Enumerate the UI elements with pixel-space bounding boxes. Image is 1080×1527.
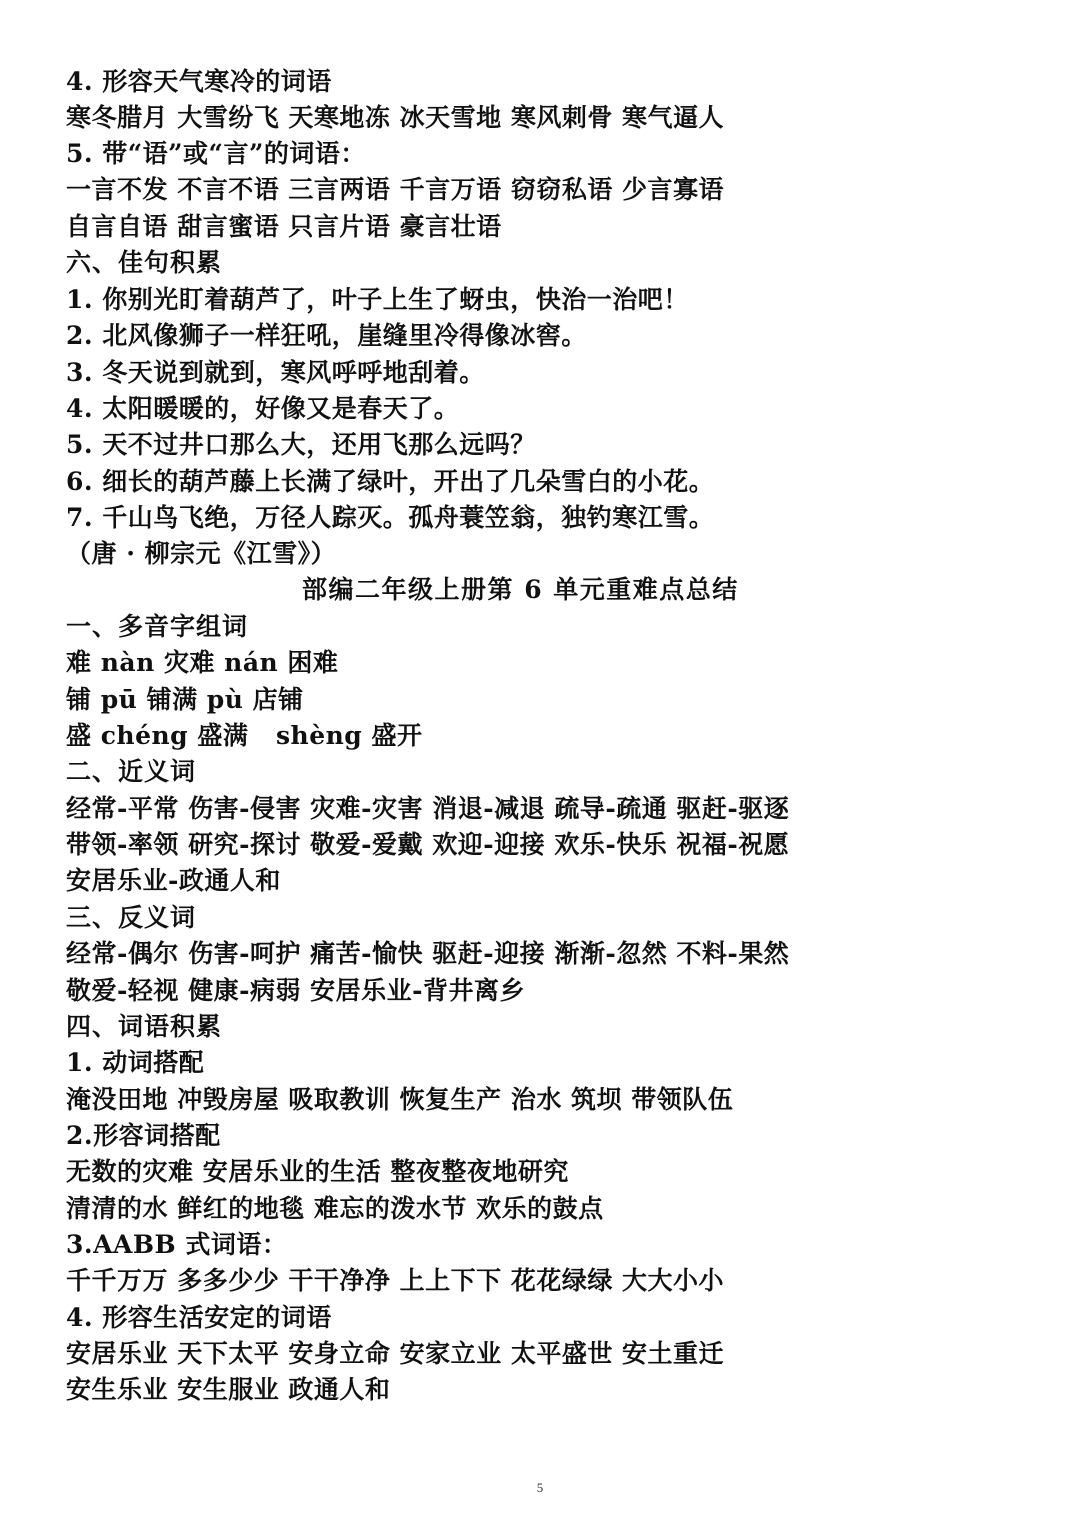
text-line: 2. 北风像狮子一样狂吼，崖缝里冷得像冰窖。 bbox=[66, 321, 587, 350]
text-line: 千千万万 多多少少 干干净净 上上下下 花花绿绿 大大小小 bbox=[66, 1266, 725, 1295]
text-line: 5. 带“语”或“言”的词语： bbox=[66, 139, 366, 168]
section-heading: 二、近义词 bbox=[66, 757, 197, 786]
text-line: 2.形容词搭配 bbox=[66, 1121, 221, 1150]
text-line: 安生乐业 安生服业 政通人和 bbox=[66, 1375, 391, 1404]
text-line: 难 nàn 灾难 nán 困难 bbox=[66, 648, 339, 677]
text-line: 盛 chéng 盛满 shèng 盛开 bbox=[66, 721, 423, 750]
text-line: 一言不发 不言不语 三言两语 千言万语 窃窃私语 少言寡语 bbox=[66, 175, 725, 204]
section-heading: 四、词语积累 bbox=[66, 1012, 223, 1041]
page-number: 5 bbox=[536, 1480, 544, 1495]
text-line: 淹没田地 冲毁房屋 吸取教训 恢复生产 治水 筑坝 带领队伍 bbox=[66, 1085, 734, 1114]
text-line: 7. 千山鸟飞绝，万径人踪灭。孤舟蓑笠翁，独钓寒江雪。 bbox=[66, 503, 715, 532]
text-line: 3. 冬天说到就到，寒风呼呼地刮着。 bbox=[66, 358, 485, 387]
section-heading: 六、佳句积累 bbox=[66, 248, 223, 277]
text-line: 经常-平常 伤害-侵害 灾难-灾害 消退-减退 疏导-疏通 驱赶-驱逐 bbox=[66, 794, 790, 823]
text-line: （唐 · 柳宗元《江雪》） bbox=[66, 539, 337, 568]
text-line: 4. 太阳暖暖的，好像又是春天了。 bbox=[66, 394, 460, 423]
section-heading: 三、反义词 bbox=[66, 903, 197, 932]
text-line: 安居乐业 天下太平 安身立命 安家立业 太平盛世 安土重迁 bbox=[66, 1339, 725, 1368]
section-heading: 一、多音字组词 bbox=[66, 612, 249, 641]
text-line: 3.AABB 式词语： bbox=[66, 1230, 288, 1259]
text-line: 经常-偶尔 伤害-呵护 痛苦-愉快 驱赶-迎接 渐渐-忽然 不料-果然 bbox=[66, 939, 790, 968]
text-line: 1. 动词搭配 bbox=[66, 1048, 205, 1077]
text-line: 自言自语 甜言蜜语 只言片语 豪言壮语 bbox=[66, 212, 502, 241]
text-line: 5. 天不过井口那么大，还用飞那么远吗？ bbox=[66, 430, 536, 459]
text-line: 敬爱-轻视 健康-病弱 安居乐业-背井离乡 bbox=[66, 976, 526, 1005]
text-line: 1. 你别光盯着葫芦了，叶子上生了蚜虫，快治一治吧！ bbox=[66, 285, 689, 314]
page-title: 部编二年级上册第 6 单元重难点总结 bbox=[302, 575, 739, 604]
text-line: 6. 细长的葫芦藤上长满了绿叶，开出了几朵雪白的小花。 bbox=[66, 467, 715, 496]
text-line: 无数的灾难 安居乐业的生活 整夜整夜地研究 bbox=[66, 1157, 569, 1186]
text-line: 4. 形容天气寒冷的词语 bbox=[66, 67, 332, 96]
text-line: 带领-率领 研究-探讨 敬爱-爱戴 欢迎-迎接 欢乐-快乐 祝福-祝愿 bbox=[66, 830, 790, 859]
text-line: 4. 形容生活安定的词语 bbox=[66, 1303, 332, 1332]
text-line: 安居乐业-政通人和 bbox=[66, 866, 281, 895]
text-line: 铺 pū 铺满 pù 店铺 bbox=[66, 685, 304, 714]
text-line: 寒冬腊月 大雪纷飞 天寒地冻 冰天雪地 寒风刺骨 寒气逼人 bbox=[66, 103, 725, 132]
text-line: 清清的水 鲜红的地毯 难忘的泼水节 欢乐的鼓点 bbox=[66, 1194, 604, 1223]
